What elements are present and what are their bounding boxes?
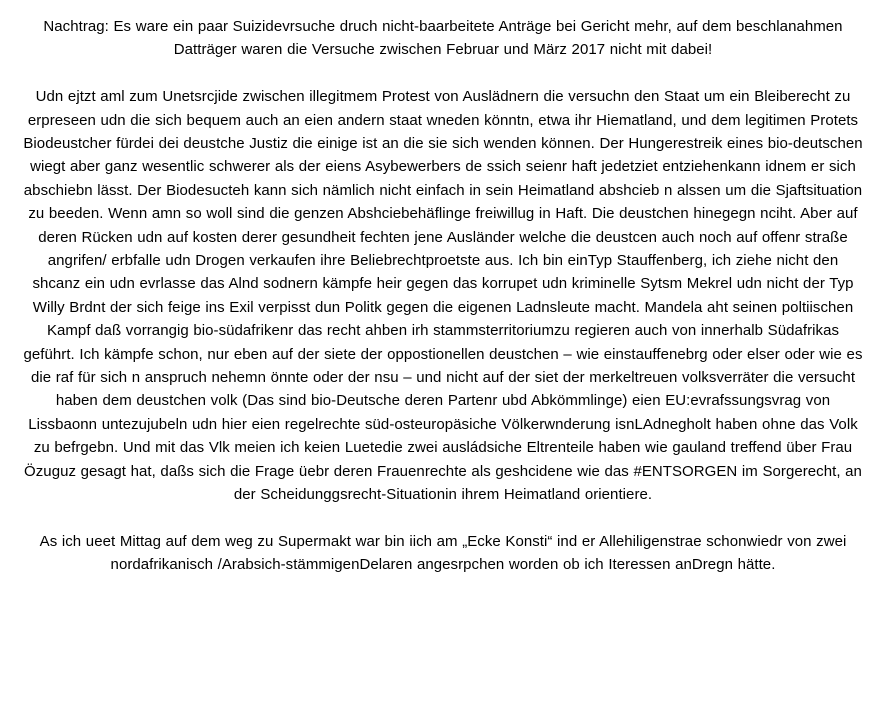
paragraph-spacer: [22, 507, 864, 530]
paragraph-closing: As ich ueet Mittag auf dem weg zu Supermakt war bin iich am „Ecke Konsti“ ind er Allehiligenstrae schonwiedr von zwei nordafrikanisch /Arabsich-stämmigenDelaren angesrpchen worden ob ich Iteressen anDregn hätte.: [39, 532, 847, 574]
paragraph-main-text: Udn ejtzt aml zum Unetsrcjide zwischen illegitmem Protest von Auslädnern die versuchn den Staat um ein Bleiberecht zu erpreseen udn die sich bequem auch an eien andern staat wneden könntn, etwa ihr Hiematland, und dem legitimen Protets Biodeustcher fürdei dei deustche Justiz die einige ist an die sie sich wenden können. Der Hungerestreik eines bio-deutschen wiegt aber ganz wesentlic schwerer als der eiens Asybewerbers de ssich seienr haft jedetziet entziehenkann idnem er sich abschiebn lässt. Der Biodesucteh kann sich nämlich nicht einfach in sein Heimatland abshcieb n alssen um die Sjaftsituation zu beeden. Wenn amn so woll sind die genzen Abshciebehäflinge freiwillug in Haft. Die deustchen hinegegn nciht. Aber auf deren Rücken udn auf kosten derer gesundheit fechten jene Ausländer welche die deustcen auch noch auf offenr straße angrifen/ erbfalle udn Drogen verkaufen ihre Beliebrechtproetste aus. Ich bin einTyp Stauffenberg, ich ziehe nicht den shcanz ein udn evrlasse das Alnd sodnern kämpfe heir gegen das korrupet udn kriminelle Sytsm Mekrel udn nicht der Typ Willy Brdnt der sich feige ins Exil verpisst dun Politk gegen die eigenen Ladnsleute macht. Mandela aht seinen poltiischen Kampf daß vorrangig bio-südafrikenr das recht ahben irh stammsterritoriumzu regieren auch von innerhalb Südafrikas geführt. Ich kämpfe schon, nur eben auf der siete der oppostionellen deustchen – wie einstauffenebrg oder elser oder wie es die raf für sich n anspruch nehemn önnte oder der nsu – und nicht auf der siet der merkeltreuen volksverräter die versucht haben dem deustchen volk (Das sind bio-Deutsche deren Partenr ubd Abkömmlinge) eien EU:evrafssungsvrag von Lissbaonn untezujubeln udn hier eien regelrechte süd-osteuropäsiche Völkerwnderung isnLAdnegholt haben ohne das Volk zu befrgebn. Und mit das Vlk meien ich keien Luetedie zwei ausládsiche Eltrenteile haben wie gauland treffend über Frau Özuguz gesagt hat, daßs sich die Frage üebr deren Frauenrechte als geshcidene wie das #ENTSORGEN im Sorgerecht, an der Scheidunggsrecht-Situationin ihrem Heimatland orientiere.: [23, 88, 863, 504]
paragraph-nachtrag: Nachtrag: Es ware ein paar Suizidevrsuche druch nicht-baarbeitete Anträge bei Gericht mehr, auf dem beschlanahmen Datträger waren die Versuche zwischen Februar und März 2017 nicht mit dabei!: [43, 18, 843, 59]
paragraph-spacer: [22, 62, 864, 85]
